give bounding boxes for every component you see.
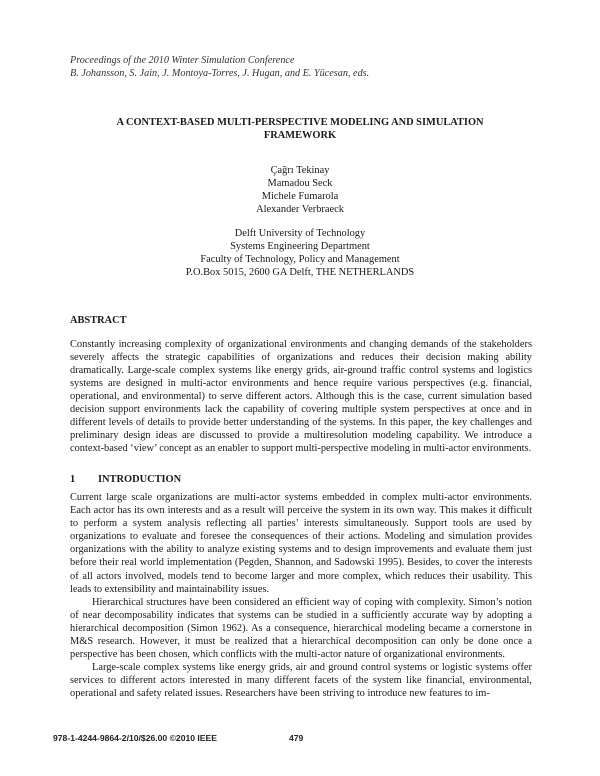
abstract-text: Constantly increasing complexity of organizational environments and changing demands of the stakeholders severely affects the strategic capabilities of organizations and reduces their decision making ability dramatically. Large-scale complex systems like energy grids, air-ground traffic control systems and logistics systems are designed in multi-actor environments and hence require various perspectives (e.g. financial, operational, and environmental) to serve different actors. Although this is the case, current simulation based decision support environments lack the capability of covering multiple system perspectives at once and in different levels of details to provide better understanding of the systems. In this paper, the key challenges and preliminary design ideas are discussed to provide a multiresolution modeling capability. We introduce a context-based ‘view’ concept as an enabler to support multi-perspective modeling in multi-actor environments. [70, 339, 532, 455]
author: Alexander Verbraeck [256, 204, 344, 215]
author: Çağrı Tekinay [270, 165, 330, 176]
title-line-2: FRAMEWORK [263, 130, 337, 141]
paragraph: Large-scale complex systems like energy grids, air and ground control systems or logistic systems offer services to different actors interested in many different facets of the system like financial, environmental, operational and safety related issues. Researchers have been striving to introduce new features to im- [70, 662, 532, 700]
paragraph: Current large scale organizations are multi-actor systems embedded in complex multi-actor environments. Each actor has its own interests and as a result will perceive the system in its own way. This makes it difficult to perform a system analysis reflecting all parties’ interests simultaneously. Support tools are used by organizations to evaluate and foresee the consequences of their actions. Modeling and simulation provides organizations with the ability to analyze existing systems and to design improvements and evaluate them just before their real world implementation (Pegden, Shannon, and Sadowski 1995). Besides, to cover the interests of all actors involved, models tend to become larger and more complex, which reduces their usability. This leads to extensibility and maintainability issues. [70, 492, 532, 595]
affiliation [70, 227, 530, 279]
affiliation-line: P.O.Box 5015, 2600 GA Delft, THE NETHERLANDS [185, 267, 415, 278]
copyright-footer: 978-1-4244-9864-2/10/$26.00 ©2010 IEEE [53, 733, 218, 743]
affiliation-line: Faculty of Technology, Policy and Management [200, 254, 400, 265]
title-line-1: A CONTEXT-BASED MULTI-PERSPECTIVE MODELING AND SIMULATION [116, 117, 484, 128]
paragraph: Hierarchical structures have been considered an efficient way of coping with complexity. Simon’s notion of near decomposability indicates that systems can be studied in a sufficiently accurate way by adopting a hierarchical decomposition (Simon 1962). As a consequence, hierarchical modeling became a cornerstone in M&S research. However, it must be realized that a hierarchical decomposition can only be done once a perspective has been chosen, which conflicts with the multi-actor nature of organizational environments. [70, 596, 532, 661]
affiliation-line: Delft University of Technology [234, 228, 366, 239]
paper-title [70, 116, 530, 142]
section-number: 1 [70, 474, 76, 485]
conference-name: Proceedings of the 2010 Winter Simulation Conference [70, 55, 295, 66]
abstract-heading: ABSTRACT [70, 315, 127, 326]
editors: B. Johansson, S. Jain, J. Montoya-Torres, J. Hugan, and E. Yücesan, eds. [70, 67, 370, 79]
section-heading-introduction [70, 474, 181, 485]
author-list [70, 164, 530, 216]
author: Mamadou Seck [267, 178, 333, 189]
proceedings-header [70, 55, 369, 80]
section-title: INTRODUCTION [98, 474, 182, 485]
page-number: 479 [289, 733, 304, 743]
affiliation-line: Systems Engineering Department [230, 241, 370, 252]
introduction-body [70, 491, 532, 701]
author: Michele Fumarola [261, 191, 339, 202]
